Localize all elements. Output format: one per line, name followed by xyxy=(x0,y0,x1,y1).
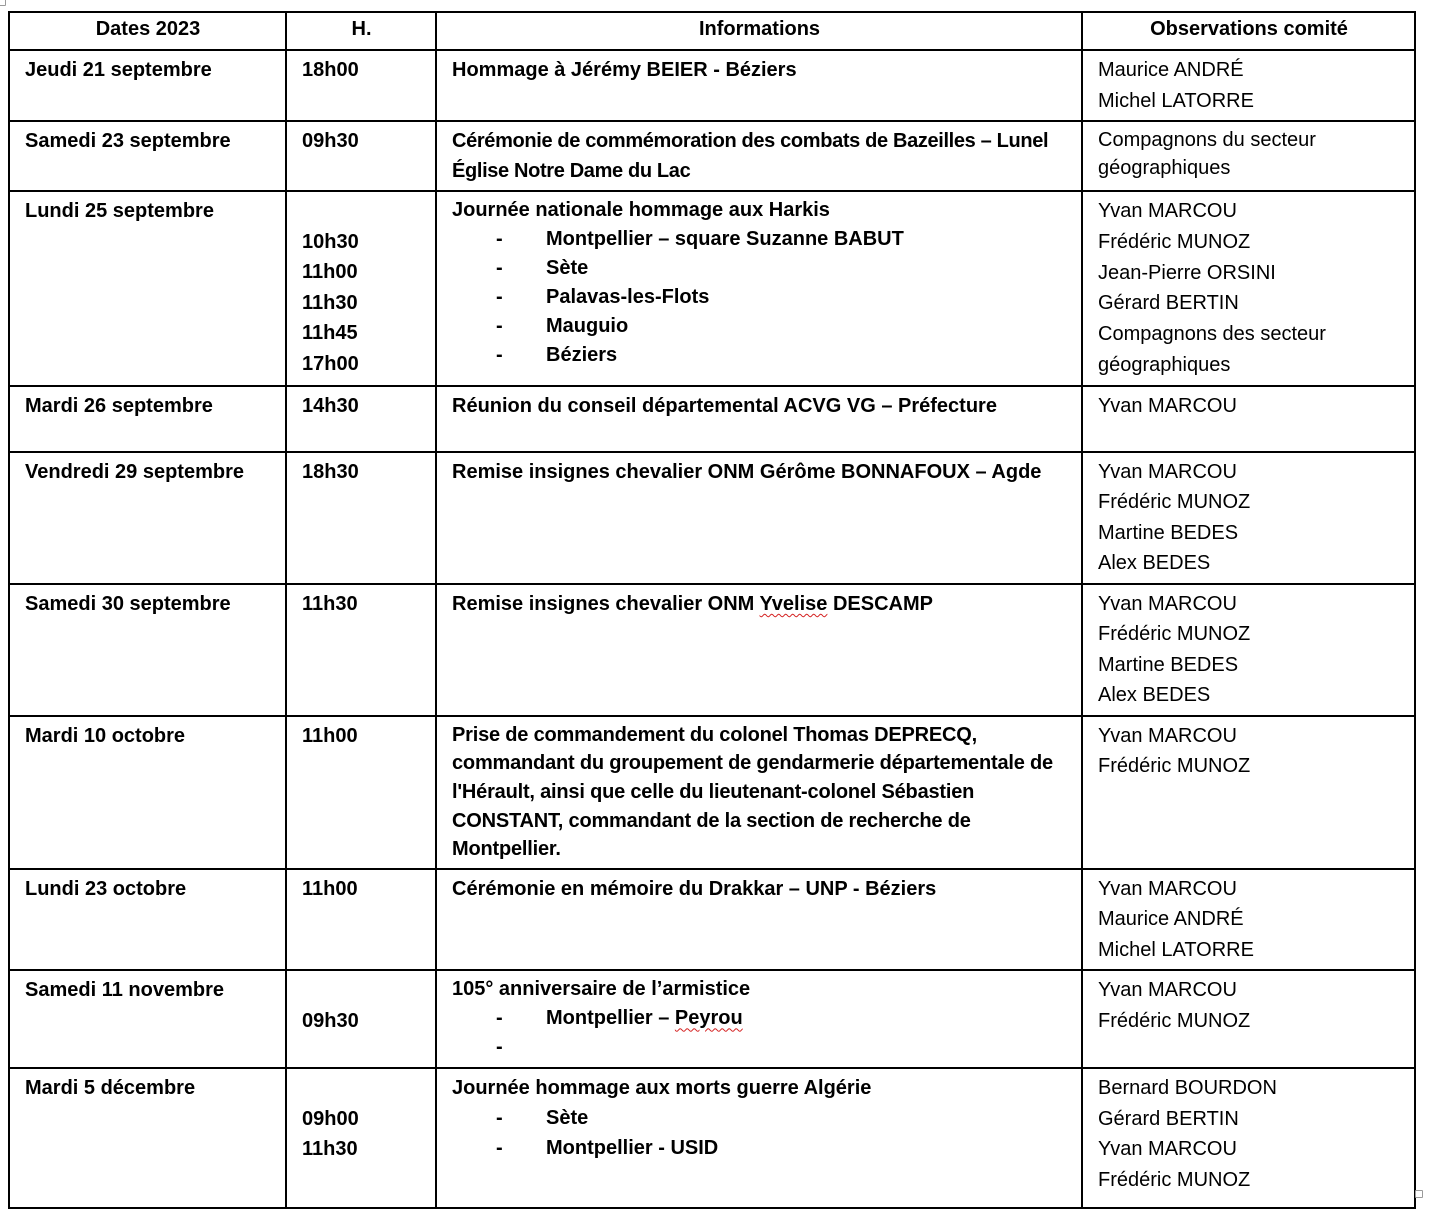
info-title: Hommage à Jérémy BEIER - Béziers xyxy=(452,59,797,81)
table-row xyxy=(9,386,1415,452)
observer-name: Gérard BERTIN xyxy=(1098,1107,1239,1130)
date-cell[interactable]: Samedi 11 novembre xyxy=(9,970,286,1068)
info-cell[interactable] xyxy=(436,584,1082,716)
schedule-table xyxy=(8,11,1416,1209)
table-resize-handle[interactable] xyxy=(1415,1190,1423,1198)
date-cell[interactable]: Jeudi 21 septembre xyxy=(9,50,286,121)
table-row xyxy=(9,121,1415,191)
hour-cell[interactable]: 14h30 xyxy=(286,386,436,452)
hour-cell[interactable]: 11h00 xyxy=(286,869,436,971)
observer-name: Yvan MARCOU xyxy=(1098,460,1237,483)
list-item: - Montpellier - USID xyxy=(452,1133,1067,1163)
table-row xyxy=(9,970,1415,1068)
hour-cell[interactable]: 09h30 xyxy=(286,121,436,191)
date-cell[interactable]: Samedi 30 septembre xyxy=(9,584,286,716)
observer-name: Yvan MARCOU xyxy=(1098,394,1237,417)
info-title: Remise insignes chevalier ONM Gérôme BONNAFOUX – Agde xyxy=(452,460,1042,483)
info-cell[interactable] xyxy=(436,869,1082,971)
bullet-dash: - xyxy=(496,1007,503,1030)
observations-cell[interactable] xyxy=(1082,191,1415,386)
info-title: Prise de commandement du colonel Thomas DEPRECQ, commandant du groupement de gendarmerie départementale de l'Hérault, ainsi que celle du lieutenant-colonel Sébastien CONSTANT, commandant de la section de recherche de Montpellier. xyxy=(452,723,1053,861)
info-cell[interactable] xyxy=(436,1068,1082,1208)
observer-name: Yvan MARCOU xyxy=(1098,592,1237,615)
hour-cell[interactable]: 11h00 xyxy=(286,716,436,869)
bullet-dash: - xyxy=(496,286,503,308)
observer-name: Compagnons du secteur géographiques xyxy=(1098,129,1316,179)
observer-name: Michel LATORRE xyxy=(1098,89,1254,112)
table-row xyxy=(9,1068,1415,1208)
table-move-handle[interactable] xyxy=(0,0,6,6)
observer-name: Martine BEDES xyxy=(1098,521,1239,544)
header-observations: Observations comité xyxy=(1082,12,1415,50)
observations-cell[interactable] xyxy=(1082,386,1415,452)
list-item: - Sète xyxy=(452,1103,1067,1133)
observer-name: Maurice ANDRÉ xyxy=(1098,59,1244,81)
info-title: Réunion du conseil départemental ACVG VG – Préfecture xyxy=(452,394,997,417)
bullet-dash: - xyxy=(496,344,503,366)
bullet-dash: - xyxy=(496,315,503,337)
table-row xyxy=(9,716,1415,869)
observer-name: Jean-Pierre ORSINI xyxy=(1098,261,1276,284)
observer-name: Yvan MARCOU xyxy=(1098,724,1237,747)
info-title: Cérémonie de commémoration des combats de Bazeilles – Lunel Église Notre Dame du Lac xyxy=(452,130,1049,182)
spellcheck-flagged-word[interactable]: Peyrou xyxy=(674,1007,743,1030)
list-item: - Montpellier – Peyrou xyxy=(452,1004,1067,1033)
observer-name: Yvan MARCOU xyxy=(1098,979,1237,1002)
observer-name: Michel LATORRE xyxy=(1098,938,1254,961)
info-cell[interactable] xyxy=(436,50,1082,121)
list-item xyxy=(452,1033,1067,1062)
date-cell[interactable]: Lundi 23 octobre xyxy=(9,869,286,971)
header-dates: Dates 2023 xyxy=(9,12,286,50)
hour-cell[interactable]: 09h00 11h30 xyxy=(286,1068,436,1208)
observations-cell[interactable] xyxy=(1082,584,1415,716)
date-cell[interactable]: Mardi 10 octobre xyxy=(9,716,286,869)
observations-cell[interactable] xyxy=(1082,869,1415,971)
date-cell[interactable]: Lundi 25 septembre xyxy=(9,191,286,386)
table-row xyxy=(9,191,1415,386)
info-cell[interactable] xyxy=(436,191,1082,386)
spellcheck-flagged-word[interactable]: Yvelise xyxy=(759,592,828,615)
observer-name: Frédéric MUNOZ xyxy=(1098,491,1251,514)
observations-cell[interactable] xyxy=(1082,970,1415,1068)
hour-cell[interactable]: 10h30 11h00 11h30 11h45 17h00 xyxy=(286,191,436,386)
observer-name: Alex BEDES xyxy=(1098,684,1211,707)
observer-name: Yvan MARCOU xyxy=(1098,200,1237,222)
date-cell[interactable]: Mardi 5 décembre xyxy=(9,1068,286,1208)
table-row xyxy=(9,584,1415,716)
observer-name: Frédéric MUNOZ xyxy=(1098,1168,1251,1191)
table-row xyxy=(9,50,1415,121)
observer-name: Bernard BOURDON xyxy=(1098,1077,1277,1100)
info-cell[interactable] xyxy=(436,716,1082,869)
list-item: - Montpellier – square Suzanne BABUT xyxy=(452,225,1067,254)
date-cell[interactable]: Samedi 23 septembre xyxy=(9,121,286,191)
observer-name: Frédéric MUNOZ xyxy=(1098,230,1251,253)
observations-cell[interactable] xyxy=(1082,121,1415,191)
info-title: Journée hommage aux morts guerre Algérie xyxy=(452,1077,872,1100)
bullet-dash: - xyxy=(496,257,503,279)
observer-name: Alex BEDES xyxy=(1098,552,1211,575)
observer-name: Martine BEDES xyxy=(1098,653,1239,676)
observer-name: Compagnons des secteur géographiques xyxy=(1098,323,1326,376)
info-cell[interactable] xyxy=(436,970,1082,1068)
hour-cell[interactable]: 18h30 xyxy=(286,452,436,584)
bullet-dash: - xyxy=(496,1137,503,1160)
list-item: - Palavas-les-Flots xyxy=(452,283,1067,312)
header-row xyxy=(9,12,1415,50)
observer-name: Gérard BERTIN xyxy=(1098,292,1239,315)
hour-cell[interactable]: 11h30 xyxy=(286,584,436,716)
header-hour: H. xyxy=(286,12,436,50)
observer-name: Frédéric MUNOZ xyxy=(1098,623,1251,646)
observations-cell[interactable] xyxy=(1082,452,1415,584)
list-item: - Béziers xyxy=(452,341,1067,370)
observer-name: Maurice ANDRÉ xyxy=(1098,908,1244,931)
observer-name: Frédéric MUNOZ xyxy=(1098,1009,1251,1032)
date-cell[interactable]: Mardi 26 septembre xyxy=(9,386,286,452)
observations-cell[interactable] xyxy=(1082,716,1415,869)
list-item: - Mauguio xyxy=(452,312,1067,341)
info-title: Journée nationale hommage aux Harkis xyxy=(452,199,830,221)
hour-cell[interactable]: 09h30 xyxy=(286,970,436,1068)
bullet-dash: - xyxy=(496,1036,503,1059)
info-title: Remise insignes chevalier ONM Yvelise DESCAMP xyxy=(452,592,933,615)
observer-name: Yvan MARCOU xyxy=(1098,877,1237,900)
hour-cell[interactable]: 18h00 xyxy=(286,50,436,121)
bullet-dash: - xyxy=(496,1107,503,1130)
observations-cell[interactable] xyxy=(1082,50,1415,121)
date-cell[interactable]: Vendredi 29 septembre xyxy=(9,452,286,584)
info-cell[interactable] xyxy=(436,386,1082,452)
table-row xyxy=(9,869,1415,971)
observations-cell[interactable] xyxy=(1082,1068,1415,1208)
info-title: 105° anniversaire de l’armistice xyxy=(452,978,751,1001)
table-row xyxy=(9,452,1415,584)
info-title: Cérémonie en mémoire du Drakkar – UNP - Béziers xyxy=(452,877,937,900)
info-cell[interactable] xyxy=(436,121,1082,191)
observer-name: Yvan MARCOU xyxy=(1098,1138,1237,1161)
info-cell[interactable] xyxy=(436,452,1082,584)
header-informations: Informations xyxy=(436,12,1082,50)
bullet-dash: - xyxy=(496,228,503,250)
observer-name: Frédéric MUNOZ xyxy=(1098,755,1251,778)
list-item: - Sète xyxy=(452,254,1067,283)
